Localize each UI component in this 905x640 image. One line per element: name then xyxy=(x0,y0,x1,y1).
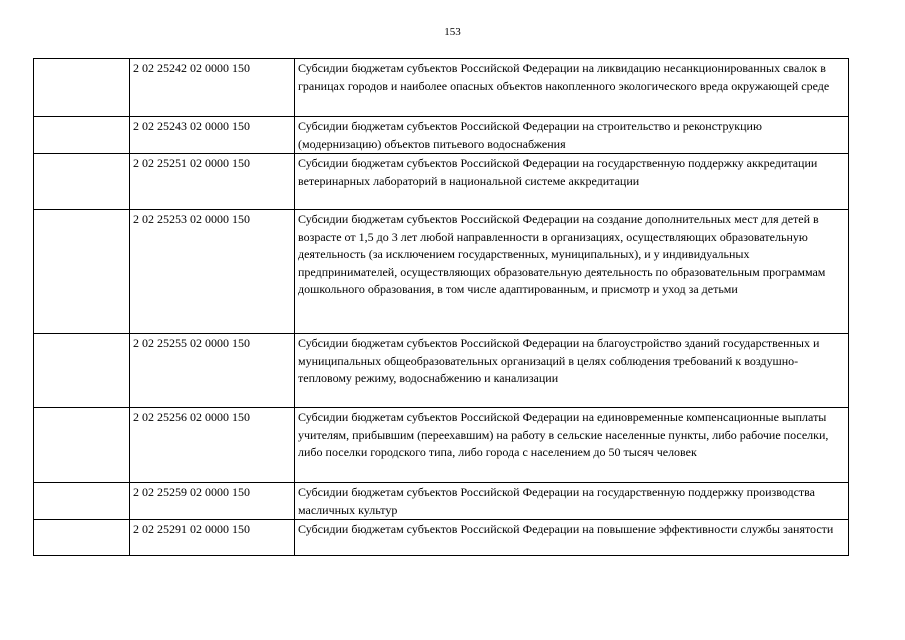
table-row xyxy=(34,483,849,520)
description-cell: Субсидии бюджетам субъектов Российской Федерации на строительство и реконструкцию (модернизацию) объектов питьевого водоснабжения xyxy=(295,117,849,154)
code-cell: 2 02 25255 02 0000 150 xyxy=(130,334,295,408)
blank-cell xyxy=(34,408,130,483)
table-row xyxy=(34,334,849,408)
table-row xyxy=(34,408,849,483)
code-cell: 2 02 25259 02 0000 150 xyxy=(130,483,295,520)
description-cell: Субсидии бюджетам субъектов Российской Федерации на повышение эффективности службы занятости xyxy=(295,520,849,556)
blank-cell xyxy=(34,334,130,408)
table-row xyxy=(34,154,849,210)
code-cell: 2 02 25253 02 0000 150 xyxy=(130,210,295,334)
table-row xyxy=(34,520,849,556)
blank-cell xyxy=(34,210,130,334)
code-cell: 2 02 25242 02 0000 150 xyxy=(130,59,295,117)
description-cell: Субсидии бюджетам субъектов Российской Федерации на государственную поддержку аккредитации ветеринарных лабораторий в национальной системе аккредитации xyxy=(295,154,849,210)
code-cell: 2 02 25251 02 0000 150 xyxy=(130,154,295,210)
budget-classification-table xyxy=(33,58,849,556)
blank-cell xyxy=(34,154,130,210)
description-cell: Субсидии бюджетам субъектов Российской Федерации на ликвидацию несанкционированных свалок в границах городов и наиболее опасных объектов накопленного экологического вреда окружающей среде xyxy=(295,59,849,117)
table-row xyxy=(34,59,849,117)
description-cell: Субсидии бюджетам субъектов Российской Федерации на единовременные компенсационные выплаты учителям, прибывшим (переехавшим) на работу в сельские населенные пункты, либо рабочие поселки, либо поселки городского типа, либо города с населением до 50 тысяч человек xyxy=(295,408,849,483)
description-cell: Субсидии бюджетам субъектов Российской Федерации на создание дополнительных мест для детей в возрасте от 1,5 до 3 лет любой направленности в организациях, осуществляющих образовательную деятельность (за исключением государственных, муниципальных), и у индивидуальных предпринимателей, осуществляющих образовательную деятельность по образовательным программам дошкольного образования, в том числе адаптированным, и присмотр и уход за детьми xyxy=(295,210,849,334)
code-cell: 2 02 25256 02 0000 150 xyxy=(130,408,295,483)
blank-cell xyxy=(34,520,130,556)
blank-cell xyxy=(34,117,130,154)
blank-cell xyxy=(34,483,130,520)
code-cell: 2 02 25243 02 0000 150 xyxy=(130,117,295,154)
table-body xyxy=(34,59,849,556)
table-row xyxy=(34,210,849,334)
code-cell: 2 02 25291 02 0000 150 xyxy=(130,520,295,556)
page-number: 153 xyxy=(444,26,461,38)
table-row xyxy=(34,117,849,154)
description-cell: Субсидии бюджетам субъектов Российской Федерации на благоустройство зданий государственных и муниципальных общеобразовательных организаций в целях соблюдения требований к воздушно-тепловому режиму, водоснабжению и канализации xyxy=(295,334,849,408)
description-cell: Субсидии бюджетам субъектов Российской Федерации на государственную поддержку производства масличных культур xyxy=(295,483,849,520)
blank-cell xyxy=(34,59,130,117)
